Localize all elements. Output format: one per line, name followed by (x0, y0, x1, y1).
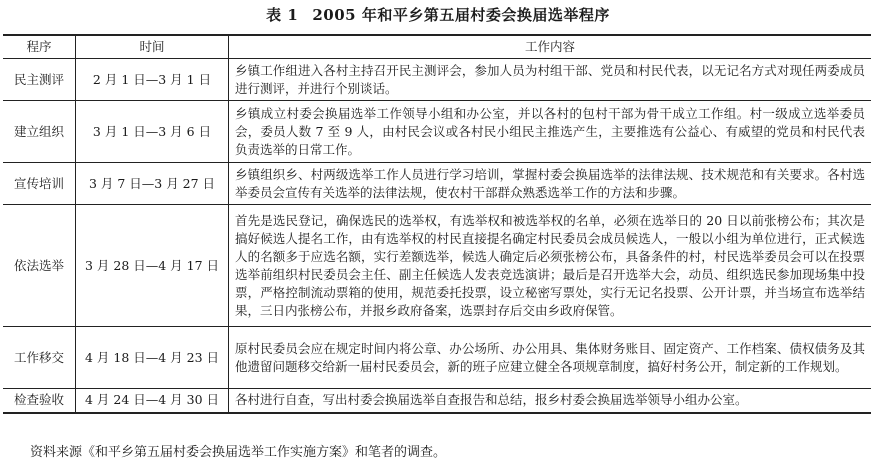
content-cell: 乡镇工作组进入各村主持召开民主测评会，参加人员为村组干部、党员和村民代表，以无记名方式对现任两委成员进行测评，并进行个别谈话。 (229, 59, 872, 101)
time-cell: 4 月 24 日—4 月 30 日 (76, 389, 229, 413)
content-cell: 乡镇组织乡、村两级选举工作人员进行学习培训，掌握村委会换届选举的法律法规、技术规范和有关要求。各村选举委员会宣传有关选举的法律法规，使农村干部群众熟悉选举工作的方法和步骤。 (229, 163, 872, 205)
header-content: 工作内容 (524, 39, 575, 54)
content-cell: 原村民委员会应在规定时间内将公章、办公场所、办公用具、集体财务账目、固定资产、工作档案、债权债务及其他遗留问题移交给新一届村民委员会，新的班子应建立健全各项规章制度，搞好村务公开，制定新的工作规划。 (229, 327, 872, 389)
header-time: 时间 (76, 35, 229, 59)
source-note: 资料来源《和平乡第五届村委会换届选举工作实施方案》和笔者的调查。 (30, 445, 447, 460)
stage-cell: 工作移交 (3, 327, 76, 389)
table-title: 2005 年和平乡第五届村委会换届选举程序 (312, 6, 610, 24)
time-cell: 3 月 28 日—4 月 17 日 (76, 205, 229, 327)
table-row (3, 163, 871, 205)
content-cell: 各村进行自查，写出村委会换届选举自查报告和总结，报乡村委会换届选举领导小组办公室。 (229, 389, 872, 413)
election-procedure-table (3, 34, 871, 414)
table-row (3, 101, 871, 163)
stage-cell: 检查验收 (3, 389, 76, 413)
content-cell: 乡镇成立村委会换届选举工作领导小组和办公室，并以各村的包村干部为骨干成立工作组。村一级成立选举委员会，委员人数 7 至 9 人，由村民会议或各村民小组民主推选产生，主要推选有公益心、有威望的党员和村民代表负责选举的日常工作。 (229, 101, 872, 163)
time-cell: 3 月 7 日—3 月 27 日 (76, 163, 229, 205)
stage-cell: 依法选举 (3, 205, 76, 327)
header-stage: 程序 (3, 35, 76, 59)
table-caption (0, 4, 876, 25)
stage-cell: 民主测评 (3, 59, 76, 101)
table-row (3, 327, 871, 389)
time-cell: 2 月 1 日—3 月 1 日 (76, 59, 229, 101)
table-row (3, 389, 871, 413)
table-row (3, 205, 871, 327)
table-header-row (3, 35, 871, 59)
time-cell: 3 月 1 日—3 月 6 日 (76, 101, 229, 163)
stage-cell: 宣传培训 (3, 163, 76, 205)
table-number: 表 1 (266, 6, 299, 24)
stage-cell: 建立组织 (3, 101, 76, 163)
time-cell: 4 月 18 日—4 月 23 日 (76, 327, 229, 389)
table-row (3, 59, 871, 101)
content-cell: 首先是选民登记，确保选民的选举权，有选举权和被选举权的名单，必须在选举日的 20 日以前张榜公布；其次是搞好候选人提名工作，由有选举权的村民直接提名确定村民委员会成员候选人，一般以小组为单位进行，正式候选人的名额多于应选名额，实行差额选举，候选人确定后必须张榜公布，具备条件的村，村民选举委员会可以在投票选举前组织村民委员会主任、副主任候选人发表竞选演讲；最后是召开选举大会，动员、组织选民参加现场集中投票，严格控制流动票箱的使用，规范委托投票，设立秘密写票处，实行无记名投票、公开计票，并当场宣布选举结果，三日内张榜公布，并报乡政府备案，选票封存后交由乡政府保管。 (229, 205, 872, 327)
